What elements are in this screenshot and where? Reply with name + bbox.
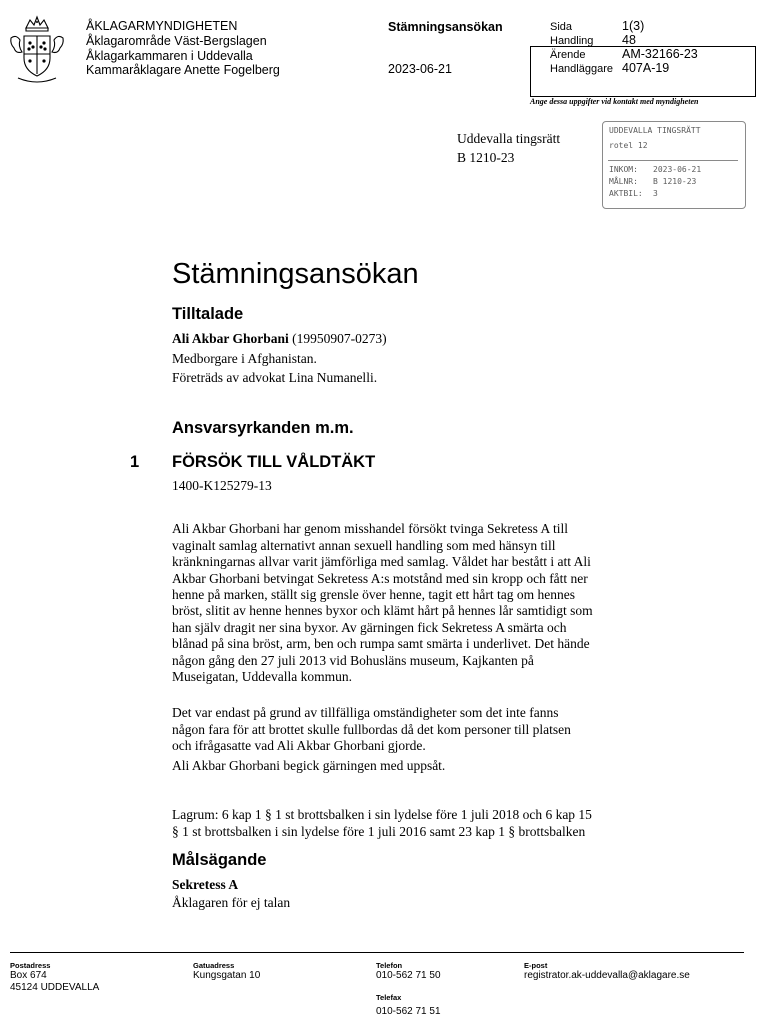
page-title: Stämningsansökan xyxy=(172,258,419,290)
charge-description-line: henne på marken, ställt sig grensle över henne, tagit ett hårt tag om hennes xyxy=(172,587,575,603)
defendant-counsel: Företräds av advokat Lina Numanelli. xyxy=(172,370,378,385)
document-type: Stämningsansökan xyxy=(388,20,503,34)
charge-code: 1400-K125279-13 xyxy=(172,478,272,493)
charge-description xyxy=(172,505,662,702)
charge-description-line: någon gång den 27 juli 2013 vid Bohusläns museum, Kajkanten på xyxy=(172,652,534,668)
meta-value-handler: 407A-19 xyxy=(622,61,670,75)
prosecutor-name: Kammaråklagare Anette Fogelberg xyxy=(86,63,280,77)
charge-description-line: kränkningarnas allvar varit jämförliga med samlag. Våldet har bestått i att Ali xyxy=(172,554,591,570)
stamp-value-received: 2023-06-21 xyxy=(653,165,702,174)
meta-label-handling: Handling xyxy=(550,35,594,47)
plaintiff-name: Sekretess A xyxy=(172,877,239,892)
defendant-citizenship: Medborgare i Afghanistan. xyxy=(172,351,317,366)
legal-provisions xyxy=(172,791,662,857)
charge-description-line: Ali Akbar Ghorbani har genom misshandel försökt tvinga Sekretess A till xyxy=(172,521,568,537)
meta-value-case: AM-32166-23 xyxy=(622,47,698,61)
footer-phone-label: Telefon xyxy=(376,961,403,970)
stamp-label-case: MÅLNR: xyxy=(609,177,638,186)
charge-description-line: vaginalt samlag alternativt annan sexuell handling som med hänsyn till xyxy=(172,537,556,553)
intent-statement: Ali Akbar Ghorbani begick gärningen med uppsåt. xyxy=(172,758,446,773)
charge-description-line: Museigatan, Uddevalla kommun. xyxy=(172,669,352,685)
meta-value-page: 1(3) xyxy=(622,19,645,33)
defendant-id: (19950907-0273) xyxy=(288,331,387,346)
addressee-court: Uddevalla tingsrätt xyxy=(457,131,561,146)
footer-divider xyxy=(10,952,744,953)
stamp-value-attachment: 3 xyxy=(653,189,658,198)
footer-phone: 010-562 71 50 xyxy=(376,970,441,981)
defendant-name: Ali Akbar Ghorbani xyxy=(172,331,289,346)
organization-area: Åklagarområde Väst-Bergslagen xyxy=(86,34,267,48)
footer-postal-label: Postadress xyxy=(10,961,51,970)
stamp-label-attachment: AKTBIL: xyxy=(609,189,643,198)
stamp-unit: rotel 12 xyxy=(609,141,648,150)
attempt-circumstances-line: Det var endast på grund av tillfälliga omständigheter som det inte fanns xyxy=(172,705,559,721)
court-stamp xyxy=(602,121,746,209)
footer-postal-line: 45124 UDDEVALLA xyxy=(10,982,100,993)
meta-value-handling: 48 xyxy=(622,33,636,47)
meta-box-top-rule xyxy=(530,46,756,47)
meta-label-page: Sida xyxy=(550,21,573,33)
section-heading-defendant: Tilltalade xyxy=(172,305,244,323)
meta-note: Ange dessa uppgifter vid kontakt med myndigheten xyxy=(530,97,699,106)
meta-label-case: Ärende xyxy=(550,49,586,61)
defendant-line xyxy=(172,331,387,347)
charge-description-line: bröst, slitit av henne hennes byxor och klämt hårt på hennes lår samtidigt som xyxy=(172,603,593,619)
meta-box xyxy=(530,46,756,97)
attempt-circumstances-line: någon fara för att brottet skulle fullbordas då det kom personer till platsen xyxy=(172,721,571,737)
plaintiff-note: Åklagaren för ej talan xyxy=(172,895,291,910)
section-heading-charges: Ansvarsyrkanden m.m. xyxy=(172,419,354,437)
charge-description-line: blånad på sina bröst, arm, ben och rumpa samt smärta i underlivet. Det hände xyxy=(172,636,590,652)
organization-name: ÅKLAGARMYNDIGHETEN xyxy=(86,19,238,33)
footer-email[interactable]: registrator.ak-uddevalla@aklagare.se xyxy=(524,970,690,981)
stamp-label-received: INKOM: xyxy=(609,165,638,174)
footer-street-address: Kungsgatan 10 xyxy=(193,970,261,981)
charge-description-line: Akbar Ghorbani betvingat Sekretess A:s motstånd med sin kropp och fått ner xyxy=(172,570,588,586)
stamp-value-case: B 1210-23 xyxy=(653,177,697,186)
footer-fax-label: Telefax xyxy=(376,993,402,1002)
legal-provisions-line: § 1 st brottsbalken i sin lydelse före 1 juli 2016 samt 23 kap 1 § brottsbalken xyxy=(172,823,586,839)
stamp-court: UDDEVALLA TINGSRÄTT xyxy=(609,126,701,135)
legal-provisions-line: Lagrum: 6 kap 1 § 1 st brottsbalken i sin lydelse före 1 juli 2018 och 6 kap 15 xyxy=(172,807,592,823)
charge-number: 1 xyxy=(130,453,140,471)
stamp-divider xyxy=(608,160,738,161)
footer-postal-line: Box 674 xyxy=(10,970,47,981)
organization-office: Åklagarkammaren i Uddevalla xyxy=(86,49,253,63)
addressee-case-number: B 1210-23 xyxy=(457,150,515,165)
section-heading-plaintiff: Målsägande xyxy=(172,851,267,869)
footer-email-label: E-post xyxy=(524,961,548,970)
footer-fax: 010-562 71 51 xyxy=(376,1006,441,1017)
charge-description-line: han själv dragit ner sina byxor. Av gärningen fick Sekretess A smärta och xyxy=(172,619,567,635)
charge-title: FÖRSÖK TILL VÅLDTÄKT xyxy=(172,453,376,471)
attempt-circumstances-line: och ifrågasatte vad Ali Akbar Ghorbani gjorde. xyxy=(172,738,426,754)
meta-label-handler: Handläggare xyxy=(550,63,613,75)
footer-street-label: Gatuadress xyxy=(193,961,235,970)
crown-crest-icon xyxy=(8,14,66,88)
document-date: 2023-06-21 xyxy=(388,62,452,76)
